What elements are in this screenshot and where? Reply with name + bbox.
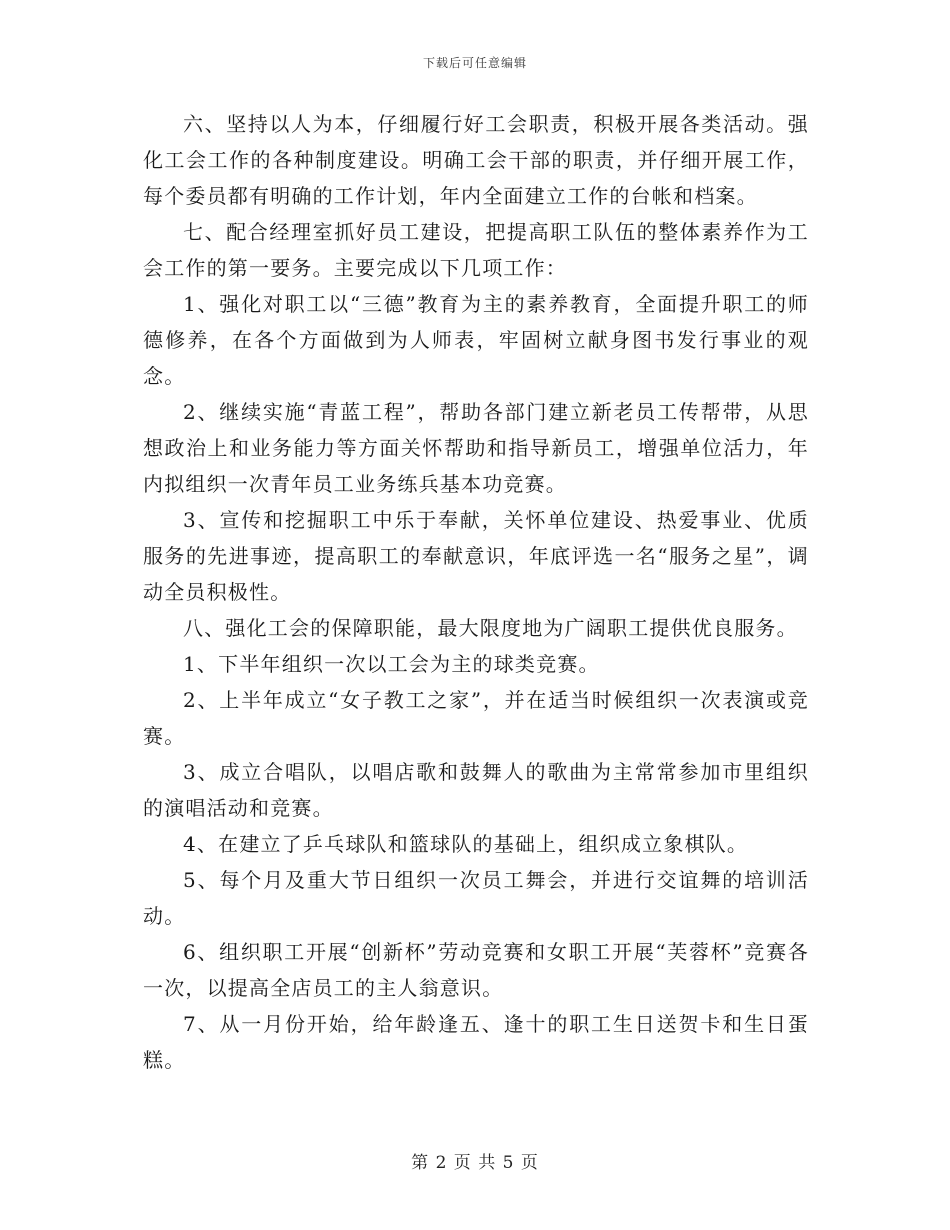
document-body (143, 106, 809, 1078)
paragraph-7-item-2: 2、继续实施“青蓝工程”，帮助各部门建立新老员工传帮带，从思想政治上和业务能力等方面关怀帮助和指导新员工，增强单位活力，年内拟组织一次青年员工业务练兵基本功竞赛。 (143, 400, 809, 496)
paragraph-8-item-5: 5、每个月及重大节日组织一次员工舞会，并进行交谊舞的培训活动。 (143, 868, 809, 928)
paragraph-8-item-2: 2、上半年成立“女子教工之家”，并在适当时候组织一次表演或竞赛。 (143, 688, 809, 748)
paragraph-8-item-4: 4、在建立了乒乓球队和篮球队的基础上，组织成立象棋队。 (183, 832, 749, 856)
paragraph-8-item-6: 6、组织职工开展“创新杯”劳动竞赛和女职工开展“芙蓉杯”竞赛各一次，以提高全店员工的主人翁意识。 (143, 940, 809, 1000)
page-header: 下载后可任意编辑 (422, 56, 527, 70)
paragraph-7: 七、配合经理室抓好员工建设，把提高职工队伍的整体素养作为工会工作的第一要务。主要完成以下几项工作： (143, 220, 809, 280)
paragraph-8-item-7: 7、从一月份开始，给年龄逢五、逢十的职工生日送贺卡和生日蛋糕。 (143, 1012, 809, 1072)
paragraph-6: 六、坚持以人为本，仔细履行好工会职责，积极开展各类活动。强化工会工作的各种制度建设。明确工会干部的职责，并仔细开展工作，每个委员都有明确的工作计划，年内全面建立工作的台帐和档案。 (143, 112, 809, 208)
paragraph-7-item-3: 3、宣传和挖掘职工中乐于奉献，关怀单位建设、热爱事业、优质服务的先进事迹，提高职工的奉献意识，年底评选一名“服务之星”，调动全员积极性。 (143, 508, 809, 604)
paragraph-7-item-1: 1、强化对职工以“三德”教育为主的素养教育，全面提升职工的师德修养，在各个方面做到为人师表，牢固树立献身图书发行事业的观念。 (143, 292, 809, 388)
paragraph-8: 八、强化工会的保障职能，最大限度地为广阔职工提供优良服务。 (183, 616, 798, 640)
page-footer: 第 2 页 共 5 页 (411, 1153, 539, 1173)
paragraph-8-item-3: 3、成立合唱队，以唱店歌和鼓舞人的歌曲为主常常参加市里组织的演唱活动和竞赛。 (143, 760, 809, 820)
paragraph-8-item-1: 1、下半年组织一次以工会为主的球类竞赛。 (183, 652, 600, 676)
